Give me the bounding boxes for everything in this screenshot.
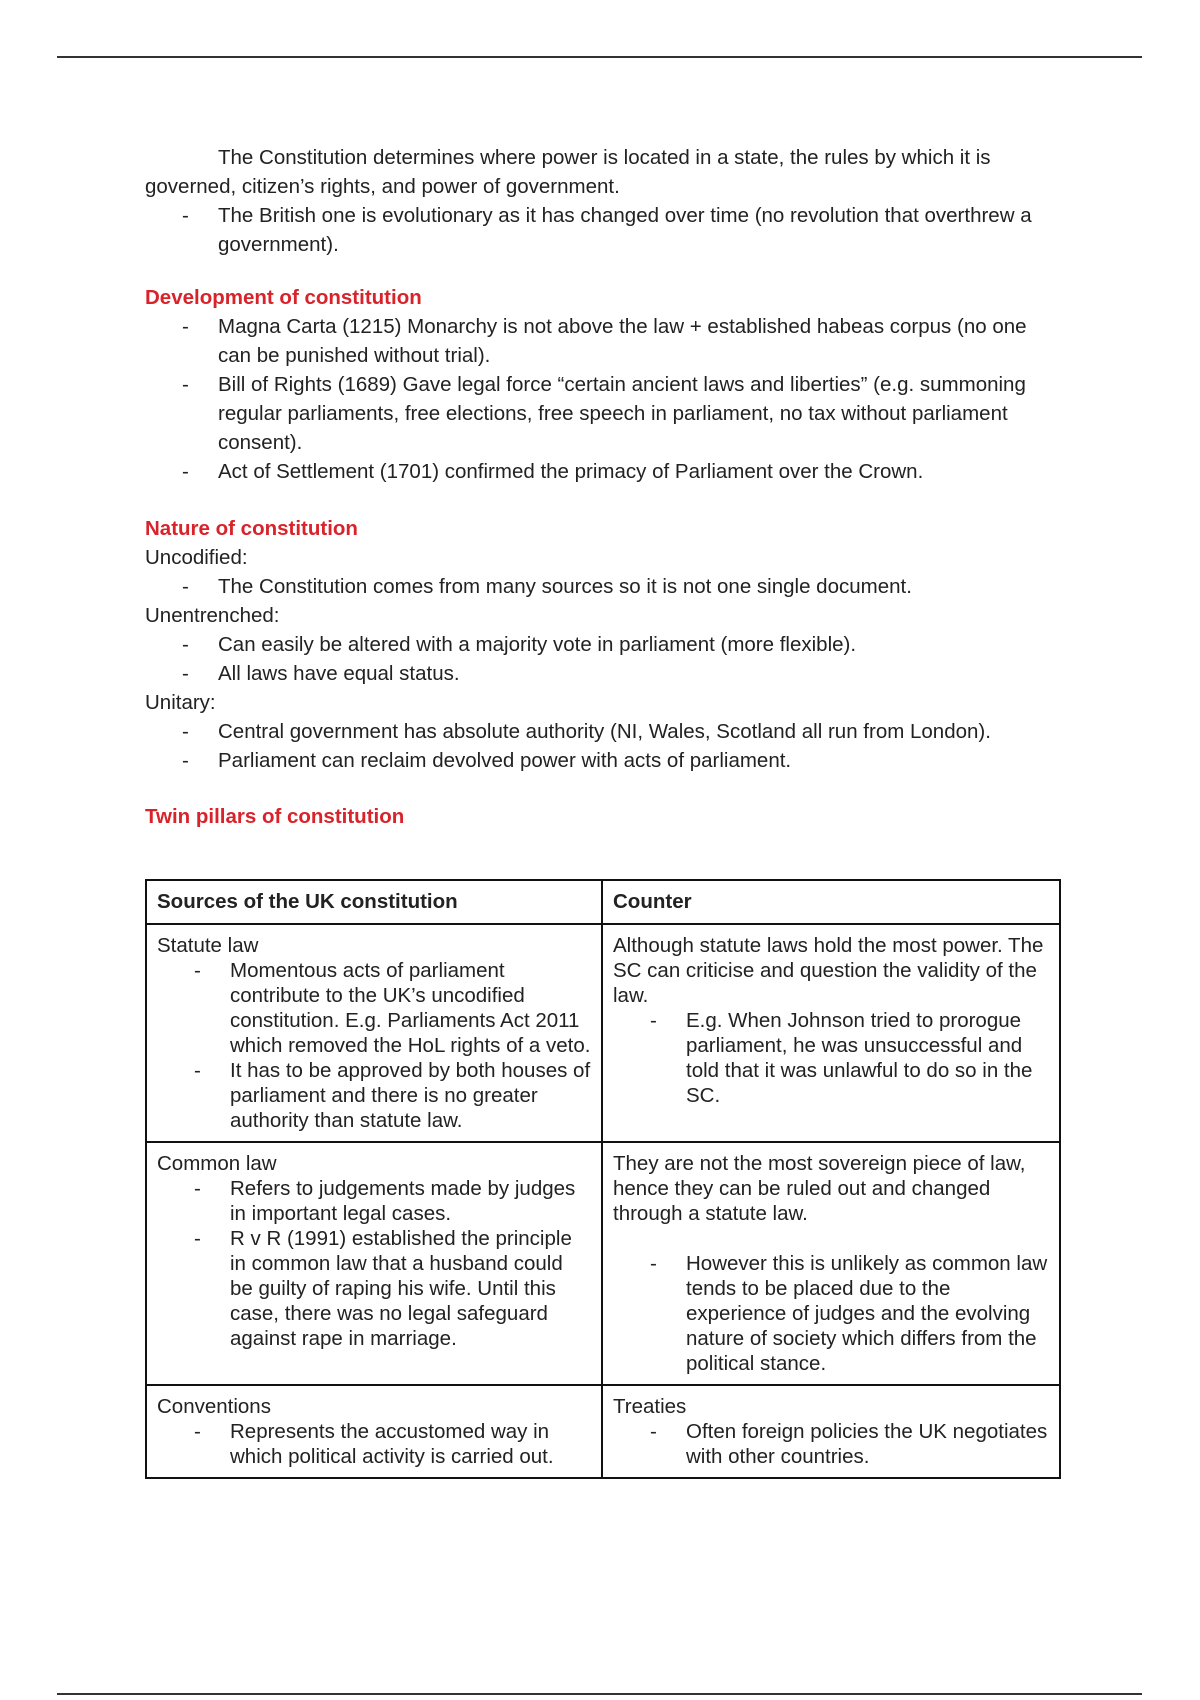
list-item: - Refers to judgements made by judges in important legal cases. xyxy=(157,1176,591,1226)
list-item: - Central government has absolute authority (NI, Wales, Scotland all run from London). xyxy=(145,717,1065,746)
list-item: - Can easily be altered with a majority vote in parliament (more flexible). xyxy=(145,630,1065,659)
unitary-label: Unitary: xyxy=(145,691,216,714)
sources-table xyxy=(145,879,1061,1479)
cell-text: Although statute laws hold the most power. The SC can criticise and question the validity of the law. xyxy=(613,934,1044,1007)
development-list xyxy=(145,312,1065,486)
cell-title: Statute law xyxy=(157,934,259,957)
cell-list xyxy=(613,1419,1049,1469)
table-header-row xyxy=(146,880,1060,924)
development-heading: Development of constitution xyxy=(145,286,422,309)
table-cell xyxy=(602,924,1060,1142)
uncodified-label: Uncodified: xyxy=(145,546,248,569)
table-cell xyxy=(146,1385,602,1478)
twin-pillars-heading: Twin pillars of constitution xyxy=(145,805,405,828)
table-row xyxy=(146,1385,1060,1478)
bottom-rule xyxy=(57,1693,1142,1695)
intro-list xyxy=(145,201,1065,259)
table-row xyxy=(146,924,1060,1142)
list-item: - R v R (1991) established the principle in common law that a husband could be guilty of raping his wife. Until this case, there was no legal safeguard against rape in marriage. xyxy=(157,1226,591,1351)
intro-paragraph: The Constitution determines where power is located in a state, the rules by which it is governed, citizen’s rights, and power of government. xyxy=(145,146,991,198)
unitary-list xyxy=(145,717,1065,775)
cell-title: Common law xyxy=(157,1152,277,1175)
spacer xyxy=(613,1226,1049,1251)
list-item: - However this is unlikely as common law tends to be placed due to the experience of judges and the evolving nature of society which differs from the political stance. xyxy=(613,1251,1049,1376)
table-cell xyxy=(602,1142,1060,1385)
header-counter: Counter xyxy=(602,880,1060,924)
cell-list xyxy=(613,1251,1049,1376)
list-item: - Act of Settlement (1701) confirmed the primacy of Parliament over the Crown. xyxy=(145,457,1065,486)
table-cell xyxy=(146,924,602,1142)
list-item: - The British one is evolutionary as it has changed over time (no revolution that overthrew a government). xyxy=(145,201,1065,259)
list-item: - Magna Carta (1215) Monarchy is not above the law + established habeas corpus (no one can be punished without trial). xyxy=(145,312,1065,370)
list-item: - All laws have equal status. xyxy=(145,659,1065,688)
list-item: - Represents the accustomed way in which political activity is carried out. xyxy=(157,1419,591,1469)
table-cell xyxy=(146,1142,602,1385)
list-item: - E.g. When Johnson tried to prorogue parliament, he was unsuccessful and told that it was unlawful to do so in the SC. xyxy=(613,1008,1049,1108)
cell-text: They are not the most sovereign piece of law, hence they can be ruled out and changed through a statute law. xyxy=(613,1152,1026,1225)
list-item: - Often foreign policies the UK negotiates with other countries. xyxy=(613,1419,1049,1469)
list-item: - It has to be approved by both houses of parliament and there is no greater authority than statute law. xyxy=(157,1058,591,1133)
table-cell xyxy=(602,1385,1060,1478)
uncodified-list xyxy=(145,572,1065,601)
list-item: - The Constitution comes from many sources so it is not one single document. xyxy=(145,572,1065,601)
cell-list xyxy=(157,1419,591,1469)
cell-title: Conventions xyxy=(157,1395,271,1418)
cell-list xyxy=(157,958,591,1133)
list-item: - Parliament can reclaim devolved power with acts of parliament. xyxy=(145,746,1065,775)
list-item: - Momentous acts of parliament contribute to the UK’s uncodified constitution. E.g. Parliaments Act 2011 which removed the HoL rights of a veto. xyxy=(157,958,591,1058)
nature-heading: Nature of constitution xyxy=(145,517,358,540)
cell-list xyxy=(157,1176,591,1351)
header-sources: Sources of the UK constitution xyxy=(146,880,602,924)
table-row xyxy=(146,1142,1060,1385)
unentrenched-label: Unentrenched: xyxy=(145,604,280,627)
cell-text: Treaties xyxy=(613,1395,687,1418)
top-rule xyxy=(57,56,1142,58)
unentrenched-list xyxy=(145,630,1065,688)
cell-list xyxy=(613,1008,1049,1108)
document-body xyxy=(145,143,1065,831)
list-item: - Bill of Rights (1689) Gave legal force “certain ancient laws and liberties” (e.g. summoning regular parliaments, free elections, free speech in parliament, no tax without parliament consent). xyxy=(145,370,1065,457)
